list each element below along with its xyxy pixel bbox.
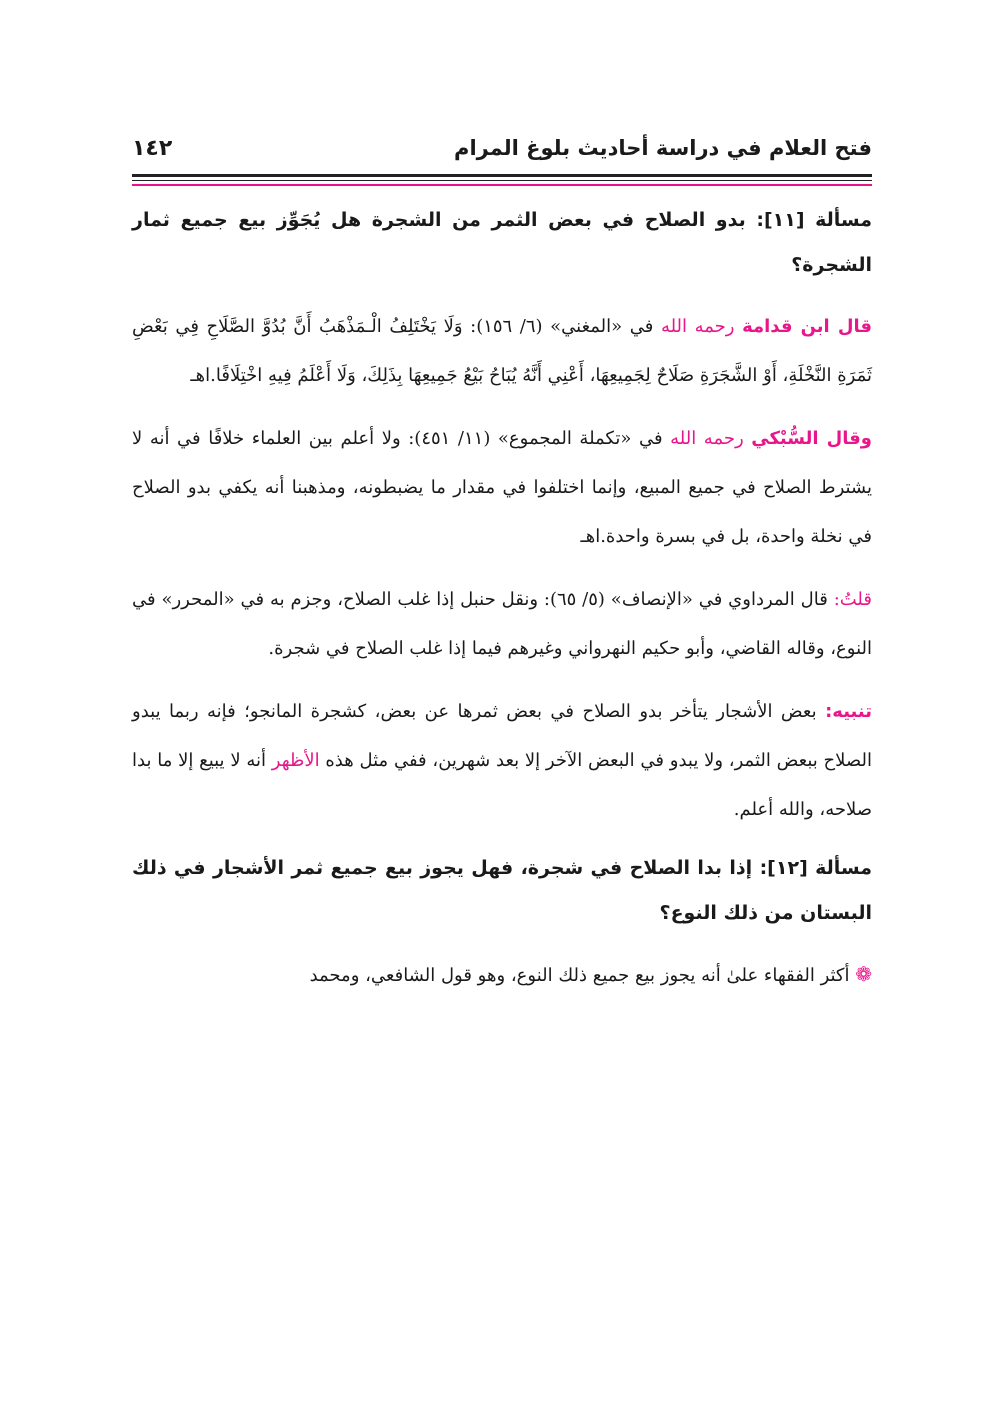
paragraph-text: بعض الأشجار يتأخر بدو الصلاح في بعض ثمرها عن بعض، كشجرة المانجو؛ فإنه ربما يبدو الصلاح ببعض الثمر، ولا يبدو في البعض الآخر إلا بعد شهرين، ففي مثل هذه xyxy=(132,701,872,771)
running-header xyxy=(132,128,872,168)
quote-text: ولا أعلم بين العلماء خلافًا في أنه لا يشترط الصلاح في جميع المبيع، وإنما اختلفوا في مقدار ما يضبطونه، ومذهبنا أنه يكفي بدو الصلاح في نخلة واحدة، بل في بسرة واحدة.اهـ xyxy=(132,428,872,547)
quote-text: وَلَا يَخْتَلِفُ الْـمَذْهَبُ أَنَّ بُدُوَّ الصَّلَاحِ فِي بَعْضِ ثَمَرَةِ النَّخْلَةِ، أَوْ الشَّجَرَةِ صَلَاحٌ لِجَمِيعِهَا، أَعْنِي أَنَّهُ يُبَاحُ بَيْعُ جَمِيعِهَا بِذَلِكَ، وَلَا أَعْلَمُ فِيهِ اخْتِلَافًا.اهـ xyxy=(132,316,872,386)
paragraph-text-end: أنه لا يبيع إلا ما بدا صلاحه، والله أعلم. xyxy=(132,750,872,820)
question-11-label: مسألة [١١]: xyxy=(756,209,873,231)
paragraph-text: أكثر الفقهاء علىٰ أنه يجوز بيع جميع ذلك النوع، وهو قول الشافعي، ومحمد xyxy=(309,965,850,986)
header-rule-thin xyxy=(132,180,872,181)
highlight-azhar: الأظهر xyxy=(271,750,320,771)
paragraph-text: قال المرداوي في «الإنصاف» (٥/ ٦٥): ونقل حنبل إذا غلب الصلاح، وجزم به في «المحرر» في النوع، وقاله القاضي، وأبو حكيم النهرواني وغيرهم فيما إذا غلب الصلاح في شجرة. xyxy=(132,589,872,659)
question-11-text: بدو الصلاح في بعض الثمر من الشجرة هل يُجَوِّز بيع جميع ثمار الشجرة؟ xyxy=(132,209,872,276)
speaker-subki: وقال السُّبْكي xyxy=(751,428,872,449)
speaker-ibn-qudamah: قال ابن قدامة xyxy=(742,316,872,337)
question-11 xyxy=(132,198,872,288)
paragraph-fuqaha xyxy=(132,950,872,1000)
source-citation: في «تكملة المجموع» (١١/ ٤٥١): xyxy=(408,428,663,449)
header-rule-thick xyxy=(132,174,872,177)
lead-qultu: قلتُ: xyxy=(833,589,872,610)
flower-bullet-icon: ❁ xyxy=(855,962,872,986)
paragraph-subki xyxy=(132,414,872,561)
page-number: ١٤٢ xyxy=(132,135,173,161)
source-citation: في «المغني» (٦/ ١٥٦): xyxy=(470,316,654,337)
paragraph-qultu xyxy=(132,575,872,673)
header-rule-accent xyxy=(132,184,872,186)
book-title: فتح العلام في دراسة أحاديث بلوغ المرام xyxy=(454,136,872,160)
lead-tanbih: تنبيه: xyxy=(825,701,872,722)
question-12-text: إذا بدا الصلاح في شجرة، فهل يجوز بيع جميع ثمر الأشجار في ذلك البستان من ذلك النوع؟ xyxy=(132,857,872,924)
honorific: رحمه الله xyxy=(660,316,735,337)
question-12 xyxy=(132,846,872,936)
page xyxy=(132,128,872,1000)
honorific: رحمه الله xyxy=(670,428,744,449)
paragraph-ibn-qudamah xyxy=(132,302,872,400)
paragraph-tanbih xyxy=(132,687,872,834)
question-12-label: مسألة [١٢]: xyxy=(759,857,872,879)
